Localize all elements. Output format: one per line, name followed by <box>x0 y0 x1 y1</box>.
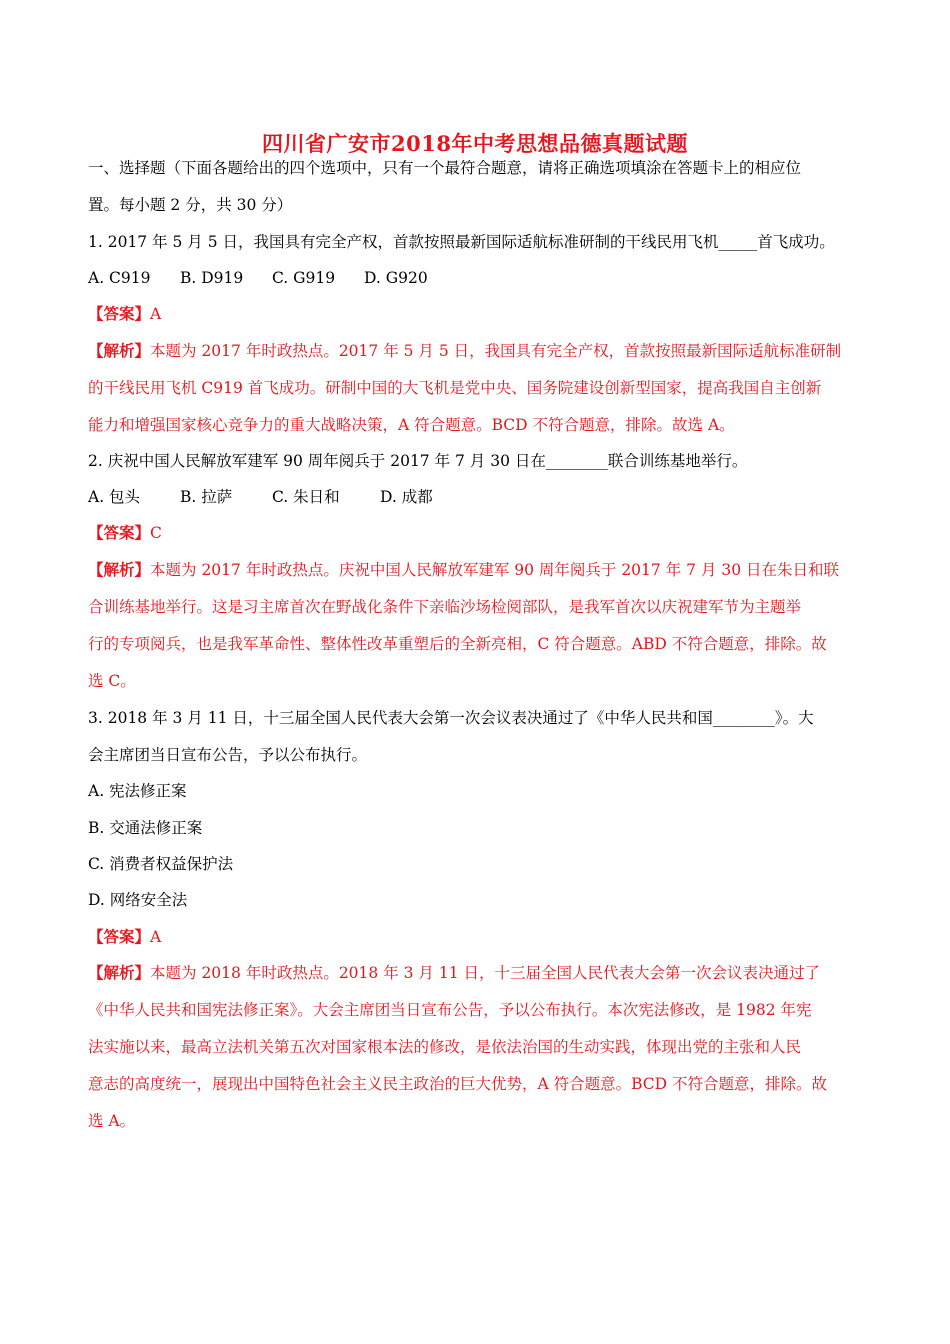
question-1-answer <box>88 304 161 324</box>
option-a: A. C919 <box>88 269 151 287</box>
analysis-tag: 【解析】 <box>88 560 151 579</box>
answer-value: C <box>150 524 162 542</box>
question-3-analysis-line4: 意志的高度统一，展现出中国特色社会主义民主政治的巨大优势，A 符合题意。BCD 不符合题意，排除。故 <box>88 1075 828 1093</box>
question-2-analysis-line1 <box>88 560 839 580</box>
analysis-tag: 【解析】 <box>88 341 151 360</box>
question-3-answer <box>88 927 161 947</box>
option-c: C. G919 <box>272 269 336 287</box>
question-2-stem: 2. 庆祝中国人民解放军建军 90 周年阅兵于 2017 年 7 月 30 日在________联合训练基地举行。 <box>88 452 748 470</box>
page-title: 四川省广安市2018年中考思想品德真题试题 <box>262 131 688 156</box>
answer-tag: 【答案】 <box>88 523 151 542</box>
section-instructions-line2: 置。每小题 2 分，共 30 分） <box>88 196 293 214</box>
question-3-option-b: B. 交通法修正案 <box>88 819 203 837</box>
analysis-tag: 【解析】 <box>88 963 151 982</box>
question-3-analysis-line3: 法实施以来，最高立法机关第五次对国家根本法的修改，是依法治国的生动实践，体现出党的主张和人民 <box>88 1038 802 1056</box>
question-3-option-d: D. 网络安全法 <box>88 891 188 909</box>
answer-value: A <box>150 305 162 323</box>
question-1-analysis-line1 <box>88 341 841 361</box>
question-3-analysis-line2: 《中华人民共和国宪法修正案》。大会主席团当日宣布公告，予以公布执行。本次宪法修改，是 1982 年宪 <box>88 1001 812 1019</box>
analysis-text: 本题为 2017 年时政热点。庆祝中国人民解放军建军 90 周年阅兵于 2017 年 7 月 30 日在朱日和联 <box>150 561 839 579</box>
question-2-answer <box>88 523 162 543</box>
question-2-analysis-line3: 行的专项阅兵，也是我军革命性、整体性改革重塑后的全新亮相，C 符合题意。ABD 不符合题意，排除。故 <box>88 635 827 653</box>
question-2-options <box>88 487 433 507</box>
answer-tag: 【答案】 <box>88 304 151 323</box>
question-3-option-c: C. 消费者权益保护法 <box>88 855 234 873</box>
question-3-stem-line1: 3. 2018 年 3 月 11 日，十三届全国人民代表大会第一次会议表决通过了《中华人民共和国________》。大 <box>88 709 814 727</box>
analysis-text: 本题为 2017 年时政热点。2017 年 5 月 5 日，我国具有完全产权，首款按照最新国际适航标准研制 <box>150 342 842 360</box>
question-1-options <box>88 268 428 288</box>
question-3-analysis-line1 <box>88 963 820 983</box>
option-c: C. 朱日和 <box>272 488 340 506</box>
option-a: A. 包头 <box>88 488 141 506</box>
option-b: B. 拉萨 <box>180 488 233 506</box>
question-2-analysis-line2: 合训练基地举行。这是习主席首次在野战化条件下亲临沙场检阅部队，是我军首次以庆祝建军节为主题举 <box>88 598 802 616</box>
answer-tag: 【答案】 <box>88 927 151 946</box>
question-2-analysis-line4: 选 C。 <box>88 672 136 690</box>
section-instructions-line1: 一、选择题（下面各题给出的四个选项中，只有一个最符合题意，请将正确选项填涂在答题卡上的相应位 <box>88 159 802 177</box>
option-d: D. G920 <box>364 269 428 287</box>
answer-value: A <box>150 928 162 946</box>
analysis-text: 本题为 2018 年时政热点。2018 年 3 月 11 日，十三届全国人民代表大会第一次会议表决通过了 <box>150 964 820 982</box>
question-1-stem: 1. 2017 年 5 月 5 日，我国具有完全产权，首款按照最新国际适航标准研制的干线民用飞机_____首飞成功。 <box>88 233 835 251</box>
question-1-analysis-line3: 能力和增强国家核心竞争力的重大战略决策，A 符合题意。BCD 不符合题意，排除。故选 A。 <box>88 416 735 434</box>
option-b: B. D919 <box>180 269 244 287</box>
question-1-analysis-line2: 的干线民用飞机 C919 首飞成功。研制中国的大飞机是党中央、国务院建设创新型国家，提高我国自主创新 <box>88 379 822 397</box>
question-3-analysis-line5: 选 A。 <box>88 1112 136 1130</box>
question-3-stem-line2: 会主席团当日宣布公告，予以公布执行。 <box>88 746 368 764</box>
question-3-option-a: A. 宪法修正案 <box>88 782 187 800</box>
option-d: D. 成都 <box>380 488 433 506</box>
